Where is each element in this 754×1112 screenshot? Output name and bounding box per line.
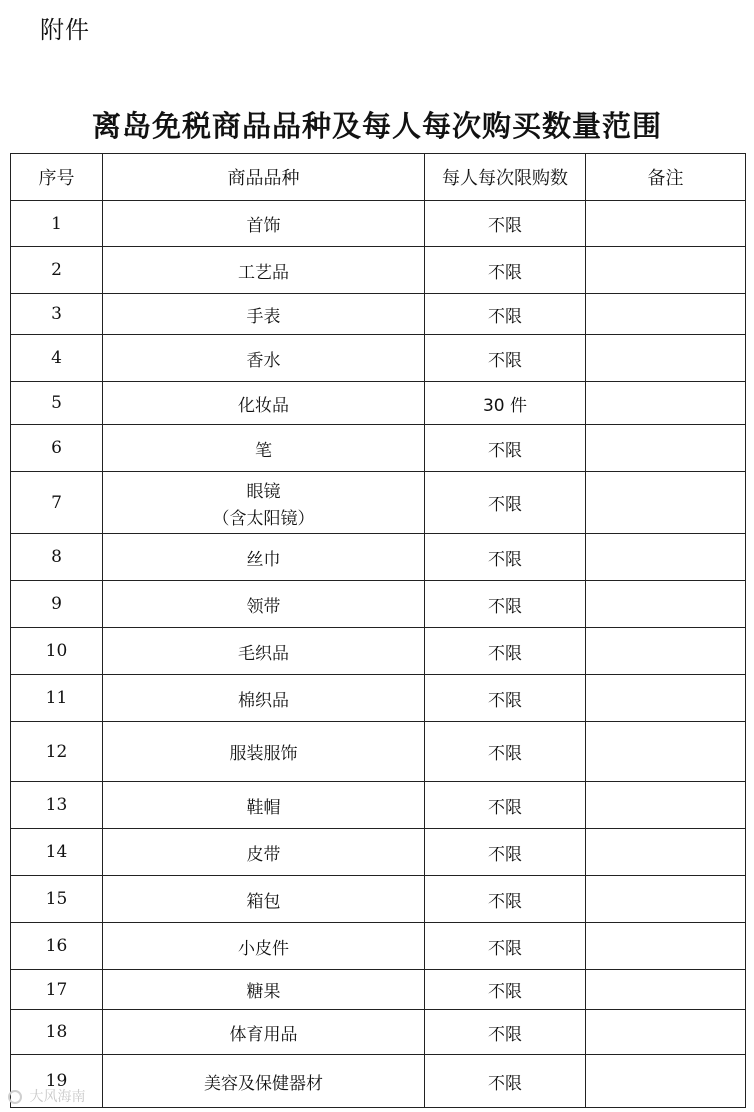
row-note xyxy=(586,581,746,628)
table-row xyxy=(11,675,746,722)
row-number: 15 xyxy=(11,876,103,923)
row-limit: 不限 xyxy=(425,722,586,782)
row-limit: 不限 xyxy=(425,829,586,876)
row-item-name: 小皮件 xyxy=(238,938,289,959)
row-item xyxy=(103,722,425,782)
row-item xyxy=(103,247,425,294)
row-note xyxy=(586,534,746,581)
row-number: 17 xyxy=(11,970,103,1010)
table-row xyxy=(11,201,746,247)
row-limit: 不限 xyxy=(425,1010,586,1055)
row-note xyxy=(586,829,746,876)
watermark-text: 大风海南 xyxy=(29,1089,86,1105)
row-note xyxy=(586,923,746,970)
row-limit: 不限 xyxy=(425,782,586,829)
row-limit: 不限 xyxy=(425,201,586,247)
header-no: 序号 xyxy=(11,154,103,201)
row-item-name: 笔 xyxy=(255,440,272,461)
row-number: 8 xyxy=(11,534,103,581)
row-number: 7 xyxy=(11,472,103,534)
row-limit: 不限 xyxy=(425,335,586,382)
row-note xyxy=(586,382,746,425)
row-number: 12 xyxy=(11,722,103,782)
row-number: 18 xyxy=(11,1010,103,1055)
row-limit: 不限 xyxy=(425,534,586,581)
row-number: 13 xyxy=(11,782,103,829)
row-item xyxy=(103,294,425,335)
row-note xyxy=(586,1010,746,1055)
table-row xyxy=(11,1055,746,1108)
row-limit: 不限 xyxy=(425,628,586,675)
row-number: 10 xyxy=(11,628,103,675)
row-note xyxy=(586,782,746,829)
logo-circle-icon xyxy=(8,1090,22,1104)
row-number: 19 xyxy=(11,1055,103,1108)
row-item xyxy=(103,335,425,382)
table-row xyxy=(11,782,746,829)
table-row xyxy=(11,628,746,675)
row-item-name: 丝巾 xyxy=(246,549,281,570)
watermark xyxy=(8,1086,85,1106)
row-item xyxy=(103,829,425,876)
row-item xyxy=(103,425,425,472)
header-item: 商品品种 xyxy=(103,154,425,201)
row-item-name: 箱包 xyxy=(246,891,281,912)
row-item-name: 皮带 xyxy=(246,844,281,865)
row-limit: 不限 xyxy=(425,425,586,472)
row-note xyxy=(586,722,746,782)
row-note xyxy=(586,425,746,472)
row-item-name: 眼镜 xyxy=(246,481,281,502)
row-item xyxy=(103,675,425,722)
row-item-note: （含太阳镜） xyxy=(212,508,315,529)
row-note xyxy=(586,247,746,294)
table-row xyxy=(11,722,746,782)
row-note xyxy=(586,201,746,247)
row-item xyxy=(103,1055,425,1108)
row-item-name: 糖果 xyxy=(246,982,281,1002)
row-note xyxy=(586,294,746,335)
row-limit: 不限 xyxy=(425,675,586,722)
row-limit: 不限 xyxy=(425,923,586,970)
table-body xyxy=(11,201,746,1108)
row-limit: 30 件 xyxy=(425,382,586,425)
row-item-name: 领带 xyxy=(246,596,281,617)
table-row xyxy=(11,294,746,335)
quota-table xyxy=(10,153,746,1108)
row-number: 9 xyxy=(11,581,103,628)
row-note xyxy=(586,970,746,1010)
table-row xyxy=(11,829,746,876)
row-item xyxy=(103,923,425,970)
row-number: 14 xyxy=(11,829,103,876)
row-item-name: 化妆品 xyxy=(238,395,289,416)
table-row xyxy=(11,247,746,294)
table-row xyxy=(11,581,746,628)
row-limit: 不限 xyxy=(425,970,586,1010)
row-note xyxy=(586,876,746,923)
header-note: 备注 xyxy=(586,154,746,201)
row-item xyxy=(103,628,425,675)
row-item-name: 服装服饰 xyxy=(229,744,298,764)
table-row xyxy=(11,472,746,534)
row-item-name: 工艺品 xyxy=(238,262,289,283)
table-row xyxy=(11,382,746,425)
row-note xyxy=(586,1055,746,1108)
row-item-name: 香水 xyxy=(246,350,281,371)
table-row xyxy=(11,534,746,581)
table-row xyxy=(11,876,746,923)
row-note xyxy=(586,628,746,675)
row-number: 11 xyxy=(11,675,103,722)
row-item xyxy=(103,382,425,425)
row-note xyxy=(586,335,746,382)
page-title: 离岛免税商品品种及每人每次购买数量范围 xyxy=(91,109,662,143)
row-item xyxy=(103,581,425,628)
row-limit: 不限 xyxy=(425,294,586,335)
row-number: 5 xyxy=(11,382,103,425)
attachment-label: 附件 xyxy=(40,16,90,44)
row-item xyxy=(103,1010,425,1055)
table-row xyxy=(11,335,746,382)
row-item-name: 手表 xyxy=(246,306,281,327)
row-limit: 不限 xyxy=(425,1055,586,1108)
table-row xyxy=(11,425,746,472)
table-header-row xyxy=(11,154,746,201)
row-item xyxy=(103,534,425,581)
row-item-name: 棉织品 xyxy=(238,690,289,711)
table-row xyxy=(11,970,746,1010)
row-limit: 不限 xyxy=(425,472,586,534)
row-item xyxy=(103,201,425,247)
row-item-name: 首饰 xyxy=(246,216,281,236)
row-number: 6 xyxy=(11,425,103,472)
row-note xyxy=(586,675,746,722)
header-limit: 每人每次限购数 xyxy=(425,154,586,201)
table-row xyxy=(11,1010,746,1055)
row-limit: 不限 xyxy=(425,247,586,294)
row-item xyxy=(103,970,425,1010)
row-number: 16 xyxy=(11,923,103,970)
row-number: 2 xyxy=(11,247,103,294)
row-item-name: 鞋帽 xyxy=(246,797,281,818)
row-item-name: 体育用品 xyxy=(229,1024,298,1045)
row-number: 4 xyxy=(11,335,103,382)
row-limit: 不限 xyxy=(425,876,586,923)
row-item xyxy=(103,876,425,923)
row-number: 3 xyxy=(11,294,103,335)
row-item-name: 毛织品 xyxy=(238,643,289,664)
row-item xyxy=(103,782,425,829)
row-number: 1 xyxy=(11,201,103,247)
row-note xyxy=(586,472,746,534)
table-row xyxy=(11,923,746,970)
row-limit: 不限 xyxy=(425,581,586,628)
row-item-name: 美容及保健器材 xyxy=(204,1073,323,1094)
row-item xyxy=(103,472,425,534)
